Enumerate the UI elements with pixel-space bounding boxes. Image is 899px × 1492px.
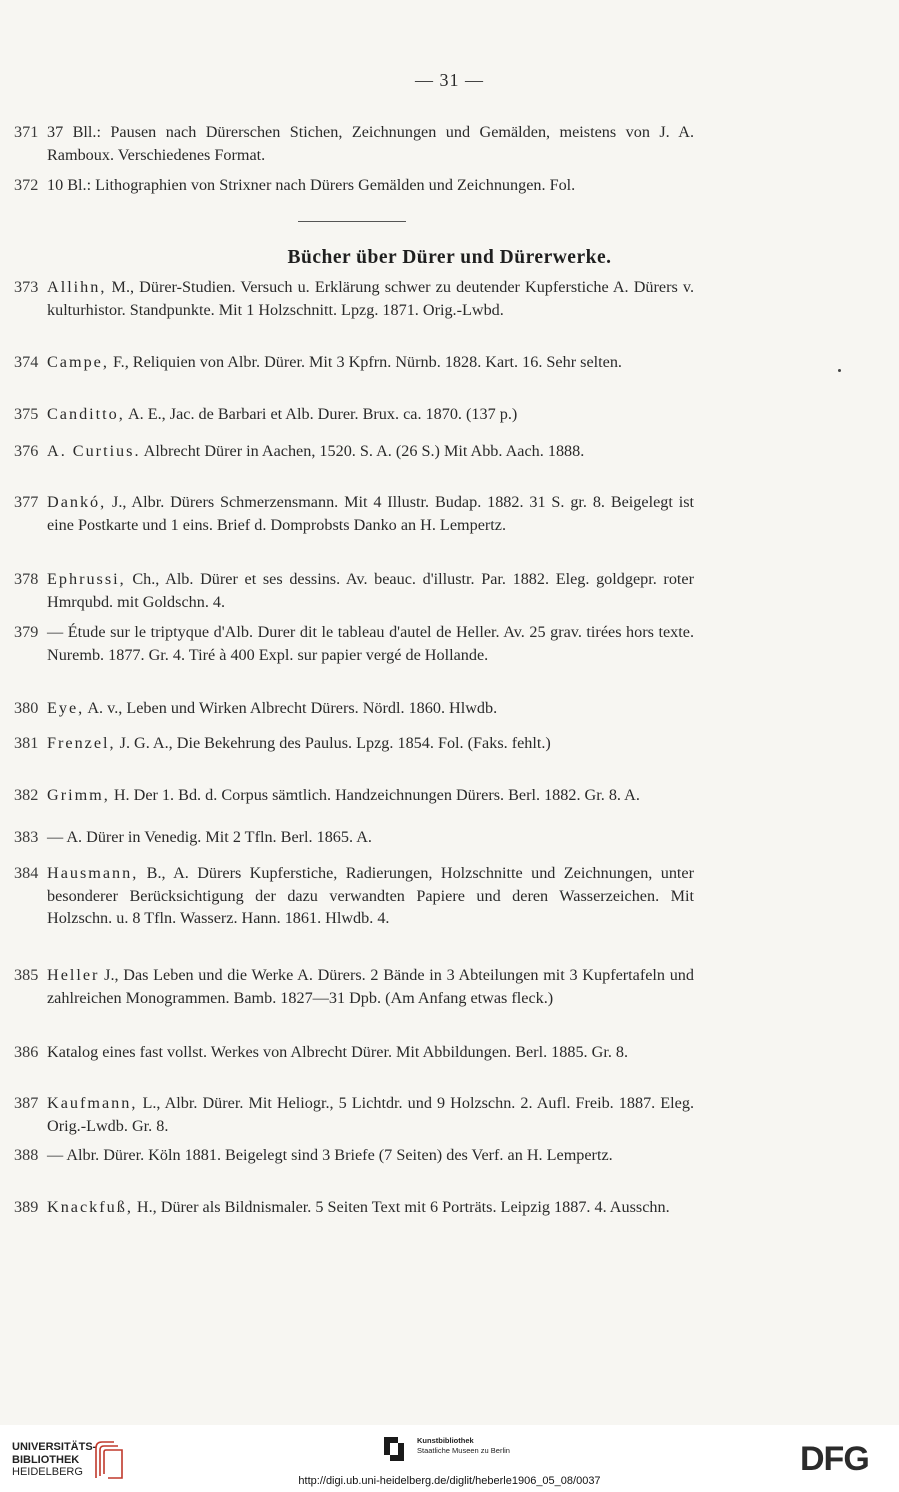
entry-text: Allihn, M., Dürer-Studien. Versuch u. Erklärung schwer zu deutender Kupferstiche A. Dürers v. kulturhistor. Standpunkte. Mit 1 Holzschnitt. Lpzg. 1871. Orig.-Lwbd.: [47, 278, 694, 319]
dfg-logo: DFG: [800, 1440, 869, 1478]
entry-text: Katalog eines fast vollst. Werkes von Albrecht Dürer. Mit Abbildungen. Berl. 1885. Gr. 8.: [47, 1043, 629, 1061]
catalog-entry: [14, 784, 694, 807]
scan-speck: [838, 369, 841, 372]
entry-text: Heller J., Das Leben und die Werke A. Dürers. 2 Bände in 3 Abteilungen mit 3 Kupfertafeln und zahlreichen Monogrammen. Bamb. 1827—31 Dpb. (Am Anfang etwas fleck.): [47, 966, 694, 1007]
entry-number: 388: [14, 1146, 39, 1164]
entry-text: Grimm, H. Der 1. Bd. d. Corpus sämtlich. Handzeichnungen Dürers. Berl. 1882. Gr. 8. A.: [47, 786, 640, 804]
catalog-entry: [14, 1144, 694, 1167]
entry-number: 376: [14, 442, 39, 460]
entry-text: 10 Bl.: Lithographien von Strixner nach Dürers Gemälden und Zeichnungen. Fol.: [47, 176, 576, 194]
entry-number: 377: [14, 493, 39, 511]
kunstbibliothek-icon: [384, 1437, 404, 1461]
entry-text: Hausmann, B., A. Dürers Kupferstiche, Radierungen, Holzschnitte und Zeichnungen, unter besonderer Berücksichtigung der dazu verwandten Papiere und deren Wasserzeichen. Mit Holzschn. u. 8 Tfln. Wasserz. Hann. 1861. Hlwdb. 4.: [47, 864, 694, 928]
heidelberg-library-logo: UNIVERSITÄTS- BIBLIOTHEK HEIDELBERG: [12, 1441, 97, 1478]
entry-number: 378: [14, 570, 39, 588]
catalog-entry: [14, 121, 694, 166]
entry-text: — Albr. Dürer. Köln 1881. Beigelegt sind 3 Briefe (7 Seiten) des Verf. an H. Lempertz.: [47, 1146, 613, 1164]
entry-text: Campe, F., Reliquien von Albr. Dürer. Mit 3 Kpfrn. Nürnb. 1828. Kart. 16. Sehr selten.: [47, 353, 622, 371]
catalog-entry: [14, 351, 694, 374]
entry-number: 382: [14, 786, 39, 804]
entry-number: 383: [14, 828, 39, 846]
kunstbibliothek-label: Kunstbibliothek Staatliche Museen zu Berlin: [417, 1436, 510, 1455]
entry-number: 380: [14, 699, 39, 717]
source-url[interactable]: http://digi.ub.uni-heidelberg.de/diglit/heberle1906_05_08/0037: [298, 1475, 601, 1487]
catalog-entry: [14, 568, 694, 613]
entry-text: Knackfuß, H., Dürer als Bildnismaler. 5 Seiten Text mit 6 Porträts. Leipzig 1887. 4. Ausschn.: [47, 1198, 670, 1216]
catalog-entry: [14, 440, 694, 463]
catalog-entry: [14, 1041, 694, 1064]
entry-number: 385: [14, 966, 39, 984]
entry-text: — Étude sur le triptyque d'Alb. Durer dit le tableau d'autel de Heller. Av. 25 grav. tirées hors texte. Nuremb. 1877. Gr. 4. Tiré à 400 Expl. sur papier vergé de Hollande.: [47, 623, 694, 664]
catalog-entry: [14, 276, 694, 321]
entry-number: 381: [14, 734, 39, 752]
entry-number: 373: [14, 278, 39, 296]
entry-text: Dankó, J., Albr. Dürers Schmerzensmann. Mit 4 Illustr. Budap. 1882. 31 S. gr. 8. Beigelegt ist eine Postkarte und 1 eins. Brief d. Domprobsts Danko an H. Lempertz.: [47, 493, 694, 534]
entry-text: Eye, A. v., Leben und Wirken Albrecht Dürers. Nördl. 1860. Hlwdb.: [47, 699, 498, 717]
entry-text: A. Curtius. Albrecht Dürer in Aachen, 1520. S. A. (26 S.) Mit Abb. Aach. 1888.: [47, 442, 585, 460]
entry-text: 37 Bll.: Pausen nach Dürerschen Stichen, Zeichnungen und Gemälden, meistens von J. A. Ramboux. Verschiedenes Format.: [47, 123, 694, 164]
section-heading: Bücher über Dürer und Dürerwerke.: [287, 247, 612, 268]
catalog-entry: [14, 491, 694, 536]
catalog-entry: [14, 621, 694, 666]
entry-number: 379: [14, 623, 39, 641]
catalog-entry: [14, 862, 694, 930]
library-mark-icon: [92, 1438, 126, 1480]
catalog-entry: [14, 1196, 694, 1219]
entry-number: 372: [14, 176, 39, 194]
catalog-entry: [14, 826, 694, 849]
entry-number: 389: [14, 1198, 39, 1216]
entry-text: — A. Dürer in Venedig. Mit 2 Tfln. Berl. 1865. A.: [47, 828, 372, 846]
entry-text: Canditto, A. E., Jac. de Barbari et Alb. Durer. Brux. ca. 1870. (137 p.): [47, 405, 518, 423]
divider-rule: [298, 221, 406, 222]
catalog-entry: [14, 697, 694, 720]
entry-text: Frenzel, J. G. A., Die Bekehrung des Paulus. Lpzg. 1854. Fol. (Faks. fehlt.): [47, 734, 551, 752]
catalog-entry: [14, 964, 694, 1009]
entry-number: 384: [14, 864, 39, 882]
page-number: — 31 —: [415, 70, 484, 90]
entry-number: 371: [14, 123, 39, 141]
footer-bar: [0, 1425, 899, 1492]
catalog-entry: [14, 174, 694, 197]
catalog-entry: [14, 1092, 694, 1137]
entry-number: 386: [14, 1043, 39, 1061]
entry-number: 375: [14, 405, 39, 423]
entry-number: 387: [14, 1094, 39, 1112]
catalog-entry: [14, 732, 694, 755]
entry-text: Kaufmann, L., Albr. Dürer. Mit Heliogr., 5 Lichtdr. und 9 Holzschn. 2. Aufl. Freib. 1887. Eleg. Orig.-Lwdb. Gr. 8.: [47, 1094, 694, 1135]
entry-text: Ephrussi, Ch., Alb. Dürer et ses dessins. Av. beauc. d'illustr. Par. 1882. Eleg. goldgepr. roter Hmrqubd. mit Goldschn. 4.: [47, 570, 694, 611]
entry-number: 374: [14, 353, 39, 371]
catalog-entry: [14, 403, 694, 426]
